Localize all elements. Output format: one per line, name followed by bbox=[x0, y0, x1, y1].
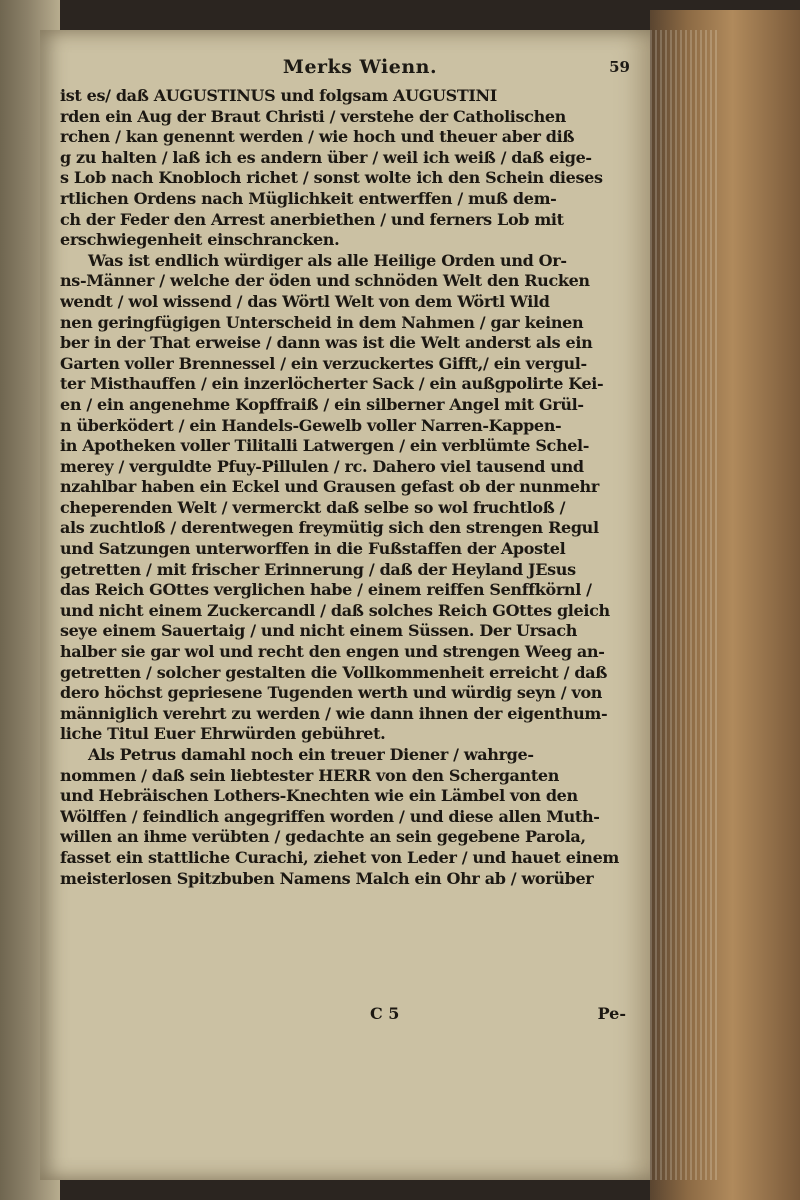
text-line: in Apotheken voller Tilitalli Latwergen / ein verblümte Schel- bbox=[60, 436, 590, 456]
text-line: willen an ihme verübten / gedachte an sein gegebene Parola, bbox=[60, 827, 586, 847]
text-line: dero höchst gepriesene Tugenden werth und würdig seyn / von bbox=[60, 683, 603, 703]
text-line: halber sie gar wol und recht den engen und strengen Weeg an- bbox=[60, 642, 605, 662]
signature-mark: C 5 bbox=[370, 1004, 400, 1023]
text-line: ist es/ daß AUGUSTINUS und folgsam AUGUSTINI bbox=[60, 86, 497, 105]
text-line: cheperenden Welt / vermerckt daß selbe so wol fruchtloß / bbox=[60, 497, 566, 517]
text-line: en / ein angenehme Kopffraiß / ein silberner Angel mit Grül- bbox=[60, 394, 584, 414]
text-line: Als Petrus damahl noch ein treuer Diener / wahrge- bbox=[88, 745, 534, 764]
text-line: männiglich verehrt zu werden / wie dann ihnen der eigenthum- bbox=[60, 703, 608, 723]
text-line: wendt / wol wissend / das Wörtl Welt von dem Wörtl Wild bbox=[60, 291, 550, 311]
text-line: liche Titul Euer Ehrwürden gebühret. bbox=[60, 724, 386, 744]
text-line: und nicht einem Zuckercandl / daß solches Reich GOttes gleich bbox=[60, 600, 610, 620]
page-number: 59 bbox=[609, 58, 630, 76]
text-line: rchen / kan genennt werden / wie hoch und theuer aber diß bbox=[60, 127, 575, 147]
running-title: Merks Wienn. bbox=[282, 56, 438, 78]
page-footer bbox=[60, 1004, 626, 1028]
text-line: ber in der That erweise / dann was ist die Welt anderst als ein bbox=[60, 333, 593, 353]
text-line: fasset ein stattliche Curachi, ziehet von Leder / und hauet einem bbox=[60, 847, 620, 867]
text-line: Was ist endlich würdiger als alle Heilige Orden und Or- bbox=[88, 250, 567, 270]
text-line: g zu halten / laß ich es andern über / weil ich weiß / daß eige- bbox=[60, 147, 592, 167]
text-line: ter Misthauffen / ein inzerlöcherter Sack / ein außgpolirte Kei- bbox=[60, 374, 604, 394]
text-line: nzahlbar haben ein Eckel und Grausen gefast ob der nunmehr bbox=[60, 477, 599, 497]
page-header bbox=[60, 56, 640, 86]
text-line: Wölffen / feindlich angegriffen worden / und diese allen Muth- bbox=[60, 806, 600, 826]
text-line: Garten voller Brennessel / ein verzuckertes Gifft,/ ein vergul- bbox=[60, 353, 587, 373]
text-line: rtlichen Ordens nach Müglichkeit entwerffen / muß dem- bbox=[60, 188, 557, 208]
text-line: ns-Männer / welche der öden und schnöden Welt den Rucken bbox=[60, 271, 590, 291]
text-line: und Hebräischen Lothers-Knechten wie ein Lämbel von den bbox=[60, 786, 578, 806]
text-line: s Lob nach Knobloch richet / sonst wolte ich den Schein dieses bbox=[60, 168, 603, 188]
text-line: getretten / mit frischer Erinnerung / daß der Heyland JEsus bbox=[60, 559, 576, 579]
text-line: n überködert / ein Handels-Gewelb voller Narren-Kappen- bbox=[60, 415, 562, 435]
page-stack-edges bbox=[650, 30, 720, 1180]
text-line: nommen / daß sein liebtester HERR von den Scherganten bbox=[60, 765, 559, 785]
text-line: das Reich GOttes verglichen habe / einem reiffen Senffkörnl / bbox=[60, 580, 592, 600]
text-line: merey / verguldte Pfuy-Pillulen / rc. Dahero viel tausend und bbox=[60, 456, 584, 476]
text-line: meisterlosen Spitzbuben Namens Malch ein Ohr ab / worüber bbox=[60, 868, 594, 888]
text-line: ch der Feder den Arrest anerbiethen / und ferners Lob mit bbox=[60, 209, 564, 229]
body-text bbox=[60, 86, 626, 889]
catchword: Pe- bbox=[597, 1004, 626, 1023]
text-line: getretten / solcher gestalten die Vollkommenheit erreicht / daß bbox=[60, 662, 608, 682]
text-line: erschwiegenheit einschrancken. bbox=[60, 230, 340, 250]
text-line: als zuchtloß / derentwegen freymütig sich den strengen Regul bbox=[60, 518, 599, 538]
text-line: und Satzungen unterworffen in die Fußstaffen der Apostel bbox=[60, 539, 566, 559]
text-line: rden ein Aug der Braut Christi / verstehe der Catholischen bbox=[60, 106, 566, 126]
text-line: nen geringfügigen Unterscheid in dem Nahmen / gar keinen bbox=[60, 312, 584, 332]
text-line: seye einem Sauertaig / und nicht einem Süssen. Der Ursach bbox=[60, 621, 578, 641]
